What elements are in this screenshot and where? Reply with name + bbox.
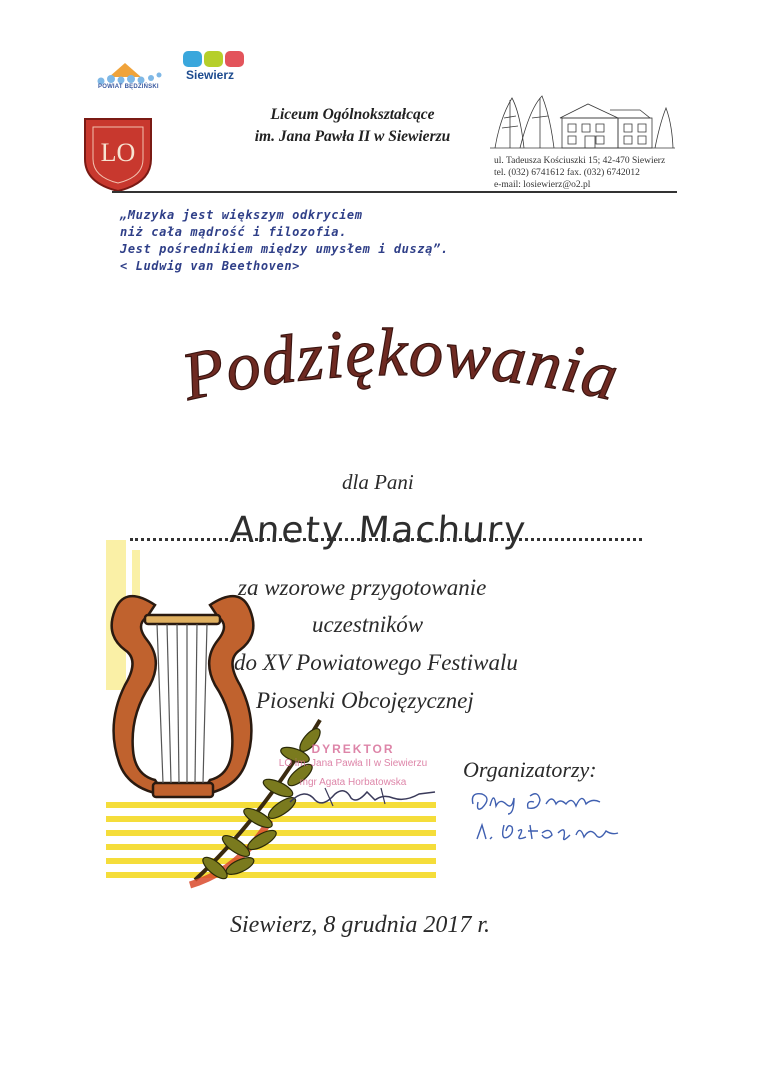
school-address (494, 155, 665, 191)
salutation: dla Pani (342, 470, 414, 494)
svg-text:Podziękowania (174, 325, 626, 415)
crest-text: LO (100, 138, 136, 167)
title-text: Podziękowania (175, 325, 626, 416)
organizers-label: Organizatorzy: (463, 757, 597, 782)
recipient-dotted-line (130, 538, 642, 541)
stamp-title: DYREKTOR (311, 742, 395, 756)
address-phone: tel. (032) 6741612 fax. (032) 6742012 (494, 168, 640, 178)
school-name (210, 104, 495, 148)
reason-line3: do XV Powiatowego Festiwalu (234, 650, 518, 675)
director-signature (285, 782, 445, 810)
beethoven-quote (120, 207, 449, 275)
recipient-name: Anety Machury (228, 510, 529, 551)
place-and-date: Siewierz, 8 grudnia 2017 r. (230, 912, 491, 938)
header-divider (112, 191, 677, 193)
siewierz-logo (181, 50, 245, 68)
quote-line1: „Muzyka jest większym odkryciem (120, 208, 363, 222)
reason-line2: uczestników (312, 612, 424, 637)
organizer-signature-1 (468, 786, 608, 816)
address-street: ul. Tadeusza Kościuszki 15; 42-470 Siewierz (494, 156, 666, 166)
school-crest-icon (83, 115, 153, 193)
school-name-line2: im. Jana Pawła II w Siewierzu (254, 128, 451, 145)
certificate-title (108, 325, 688, 445)
school-name-line1: Liceum Ogólnokształcące (270, 106, 435, 123)
quote-line2: niż cała mądrość i filozofia. (120, 225, 347, 239)
stamp-school: LO im. Jana Pawła II w Siewierzu (278, 758, 428, 769)
reason-line1: za wzorowe przygotowanie (238, 575, 487, 600)
stamp-name: mgr Agata Horbatowska (299, 777, 407, 788)
powiat-logo-label: POWIAT BĘDZIŃSKI (98, 84, 159, 90)
siewierz-logo-label: Siewierz (186, 68, 235, 82)
school-building-drawing (490, 88, 675, 150)
reason-line4: Piosenki Obcojęzycznej (256, 688, 474, 713)
address-email: e-mail: losiewierz@o2.pl (494, 180, 591, 190)
organizer-signature-2 (472, 817, 622, 845)
quote-line3: Jest pośrednikiem między umysłem i duszą”. (120, 242, 449, 256)
quote-author: < Ludwig van Beethoven> (120, 259, 300, 273)
